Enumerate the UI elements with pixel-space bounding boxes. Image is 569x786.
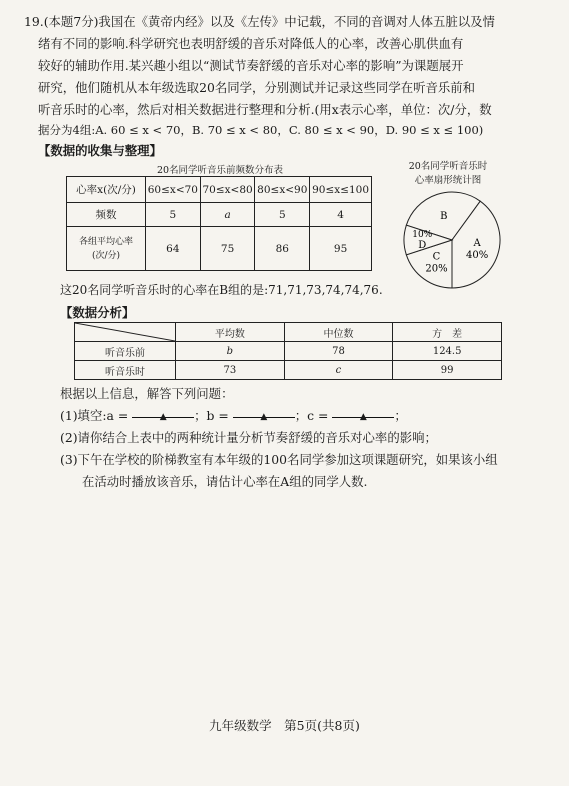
pie-percent-a: 40% xyxy=(465,250,489,262)
problem-line-5: 听音乐时的心率，然后对相关数据进行整理和分析.(用x表示心率，单位：次/分，数 xyxy=(38,102,492,117)
table1-cell: 86 xyxy=(255,227,310,271)
analysis-table xyxy=(74,322,502,380)
table2-cell: b xyxy=(176,342,285,361)
pie-caption-line-1: 20名同学听音乐时 xyxy=(408,161,488,172)
section-collect-heading: 【数据的收集与整理】 xyxy=(38,143,162,158)
diagonal-line xyxy=(75,323,175,341)
table1-cell: a xyxy=(200,203,255,227)
triangle-icon: ▲ xyxy=(260,412,268,422)
page-footer: 九年级数学 第5页(共8页) xyxy=(209,718,360,733)
table1-col-header: 90≤x≤100 xyxy=(310,177,372,203)
table1-row-label: 各组平均心率(次/分) xyxy=(67,227,146,271)
pie-percent-d: 10% xyxy=(412,230,433,240)
table2-row-label: 听音乐时 xyxy=(75,361,176,380)
table2-cell: 73 xyxy=(176,361,285,380)
triangle-icon: ▲ xyxy=(159,412,167,422)
table1-cell: 75 xyxy=(200,227,255,271)
table1-cell: 5 xyxy=(146,203,201,227)
pie-percent-c: 20% xyxy=(425,263,448,275)
answer-blank-a xyxy=(132,405,194,422)
q1-prefix: (1)填空:a = xyxy=(60,408,129,423)
table1-caption: 20名同学听音乐前频数分布表 xyxy=(156,165,284,176)
pie-label-d: D xyxy=(418,240,427,251)
table2-header: 方 差 xyxy=(393,323,502,342)
table1-col-header: 80≤x<90 xyxy=(255,177,310,203)
frequency-table xyxy=(66,176,372,271)
table1-cell: 95 xyxy=(310,227,372,271)
table-row xyxy=(75,361,502,380)
table2-row-label: 听音乐前 xyxy=(75,342,176,361)
table2-cell: 99 xyxy=(393,361,502,380)
triangle-icon: ▲ xyxy=(359,412,367,422)
table1-cell: 5 xyxy=(255,203,310,227)
table1-col-header: 70≤x<80 xyxy=(200,177,255,203)
problem-line-3: 较好的辅助作用.某兴趣小组以“测试节奏舒缓的音乐对心率的影响”为课题展开 xyxy=(38,58,464,73)
q1-c-label: ；c = xyxy=(294,408,329,423)
b-group-values-text: 这20名同学听音乐时的心率在B组的是:71,71,73,74,74,76. xyxy=(60,283,383,297)
table1-cell: 64 xyxy=(146,227,201,271)
question-3-line-1: (3)下午在学校的阶梯教室有本年级的100名同学参加这项课题研究，如果该小组 xyxy=(60,452,498,467)
question-2: (2)请你结合上表中的两种统计量分析节奏舒缓的音乐对心率的影响； xyxy=(60,430,437,445)
pie-chart xyxy=(400,188,504,292)
section-analysis-heading: 【数据分析】 xyxy=(60,305,135,320)
question-1 xyxy=(60,405,407,427)
pie-label-a: A xyxy=(473,238,481,250)
problem-line-4: 研究，他们随机从本年级选取20名同学，分别测试并记录这些同学在听音乐前和 xyxy=(38,80,476,95)
table1-cell: 4 xyxy=(310,203,372,227)
questions-intro: 根据以上信息，解答下列问题： xyxy=(60,386,234,401)
table2-corner xyxy=(75,323,176,342)
answer-blank-b xyxy=(233,405,295,422)
problem-line-1: 19.(本题7分)我国在《黄帝内经》以及《左传》中记载，不同的音调对人体五脏以及情 xyxy=(24,14,495,29)
question-3-line-2: 在活动时播放该音乐，请估计心率在A组的同学人数. xyxy=(82,474,368,489)
table2-cell: 124.5 xyxy=(393,342,502,361)
table1-header-label: 心率x(次/分) xyxy=(67,177,146,203)
problem-line-6: 据分为4组:A. 60 ≤ x < 70，B. 70 ≤ x < 80，C. 80 ≤ x < 90，D. 90 ≤ x ≤ 100) xyxy=(38,123,484,137)
pie-caption-line-2: 心率扇形统计图 xyxy=(414,175,482,186)
problem-line-2: 绪有不同的影响.科学研究也表明舒缓的音乐对降低人的心率，改善心肌供血有 xyxy=(38,36,464,51)
pie-label-c: C xyxy=(432,251,441,263)
table2-cell: c xyxy=(284,361,393,380)
q1-b-label: ；b = xyxy=(194,408,229,423)
table2-header: 中位数 xyxy=(284,323,393,342)
table2-header: 平均数 xyxy=(176,323,285,342)
answer-blank-c xyxy=(332,405,394,422)
table1-col-header: 60≤x<70 xyxy=(146,177,201,203)
table-row xyxy=(67,227,372,271)
table-row xyxy=(67,203,372,227)
table1-row-label: 频数 xyxy=(67,203,146,227)
q1-end: ； xyxy=(394,408,407,423)
table-row xyxy=(75,342,502,361)
pie-label-b: B xyxy=(440,210,448,222)
table2-cell: 78 xyxy=(284,342,393,361)
